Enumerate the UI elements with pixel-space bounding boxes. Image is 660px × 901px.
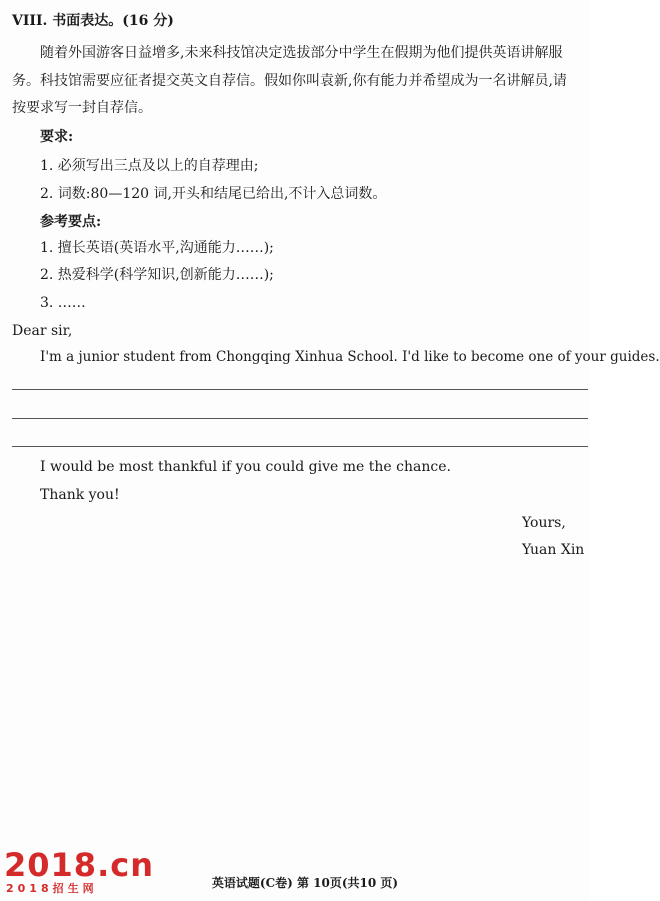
- letter-closing-line-1: I would be most thankful if you could give me the chance.: [40, 459, 451, 475]
- prompt-line-2: 务。科技馆需要应征者提交英文自荐信。假如你叫袁新,你有能力并希望成为一名讲解员,请: [12, 73, 567, 89]
- prompt-line-3: 按要求写一封自荐信。: [12, 100, 152, 116]
- letter-opening: I'm a junior student from Chongqing Xinhua School. I'd like to become one of your guides.: [40, 349, 660, 365]
- watermark-sub-text: 2018招生网: [6, 882, 98, 895]
- requirement-item-2: 2. 词数:80—120 词,开头和结尾已给出,不计入总词数。: [40, 186, 387, 202]
- reference-item-2: 2. 热爱科学(科学知识,创新能力……);: [40, 267, 274, 283]
- letter-sign-off: Yours,: [522, 515, 566, 531]
- letter-greeting: Dear sir,: [12, 323, 73, 339]
- requirements-heading: 要求:: [40, 129, 74, 145]
- writing-line-3: [12, 446, 588, 447]
- watermark-main-text: 2018.cn: [4, 846, 154, 884]
- reference-heading: 参考要点:: [40, 214, 102, 230]
- requirement-item-1: 1. 必须写出三点及以上的自荐理由;: [40, 158, 259, 174]
- reference-item-3: 3. ……: [40, 295, 86, 311]
- reference-item-1: 1. 擅长英语(英语水平,沟通能力……);: [40, 240, 274, 256]
- page-footer: 英语试题(C卷) 第 10页(共10 页): [211, 876, 399, 890]
- letter-closing-line-2: Thank you!: [40, 487, 120, 503]
- writing-line-1: [12, 389, 588, 390]
- prompt-line-1: 随着外国游客日益增多,未来科技馆决定选拔部分中学生在假期为他们提供英语讲解服: [40, 45, 563, 61]
- writing-line-2: [12, 418, 588, 419]
- letter-signature: Yuan Xin: [522, 542, 585, 558]
- section-title: VIII. 书面表达。(16 分): [12, 13, 174, 29]
